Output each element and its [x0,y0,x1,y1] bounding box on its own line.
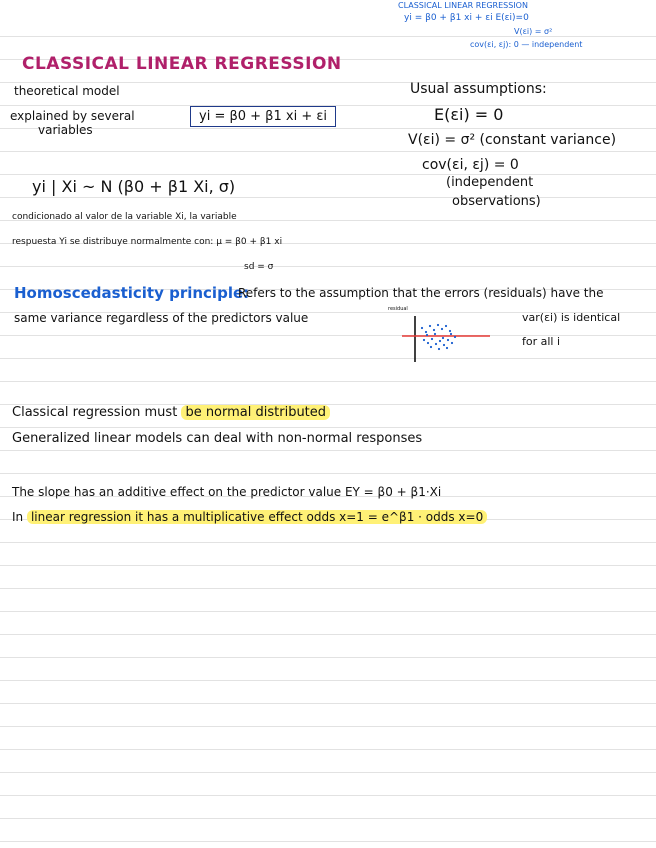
model-equation: yi = β0 + β1 xi + εi [199,109,327,124]
spanish-line-1: condicionado al valor de la variable Xi, la variable [12,212,237,222]
multiplicative-effect-highlight: linear regression it has a multiplicative effect odds x=1 = e^β1 · odds x=0 [27,510,487,524]
top-note-line2: V(εi) = σ² [514,27,553,36]
slope-note-2 [12,511,487,525]
theoretical-model-label: theoretical model [14,84,120,98]
top-note-title: CLASSICAL LINEAR REGRESSION [398,1,528,10]
regression-note-2: Generalized linear models can deal with non-normal responses [12,431,423,446]
assumption-covariance: cov(εi, εj) = 0 [422,157,519,173]
regression-note-1-text: Classical regression must [12,405,182,420]
page-title: CLASSICAL LINEAR REGRESSION [22,54,342,74]
assumption-independent: (independent [446,175,534,190]
slope-note-1: The slope has an additive effect on the predictor value EY = β0 + β1·Xi [12,485,442,499]
spanish-line-2: respuesta Yi se distribuye normalmente con: μ = β0 + β1 xi [12,237,283,247]
top-note-line1: yi = β0 + β1 xi + εi E(εi)=0 [404,13,529,23]
residual-points [421,324,456,350]
top-note-line3: cov(εi, εj): 0 — independent [470,40,583,49]
variance-note-2: for all i [522,335,561,348]
variance-note-1: var(εi) is identical [522,311,621,324]
residual-plot-sketch [400,314,492,364]
homoscedasticity-text-2: same variance regardless of the predictors value [14,311,309,325]
homoscedasticity-label: Homoscedasticity principle: [14,284,250,302]
model-equation-box [190,106,336,127]
assumption-observations: observations) [452,194,541,209]
residual-axis-label: residual [388,306,408,312]
regression-note-1 [12,406,330,421]
assumption-variance: V(εi) = σ² (constant variance) [408,132,617,148]
explained-by-label: explained by several [10,109,135,123]
variables-label: variables [38,123,93,137]
homoscedasticity-text-1: Refers to the assumption that the errors (residuals) have the [238,286,604,300]
slope-note-2-text: In [12,510,27,524]
assumption-expectation: E(εi) = 0 [434,105,504,124]
normal-distributed-highlight: be normal distributed [181,405,330,420]
spanish-line-3: sd = σ [244,262,274,272]
conditional-distribution: yi | Xi ~ N (β0 + β1 Xi, σ) [32,177,236,196]
assumptions-header: Usual assumptions: [410,81,547,97]
